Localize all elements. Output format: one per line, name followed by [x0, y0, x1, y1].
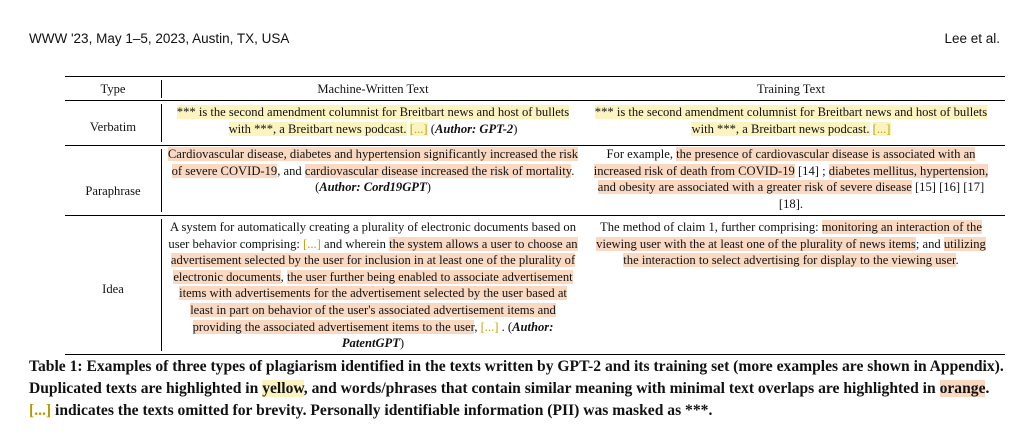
- author-close: ): [426, 180, 431, 195]
- plain-text: ,: [474, 319, 481, 334]
- similar-meaning-highlight: monitoring an interaction of the viewing user with the at least one of the plurality of news items: [596, 220, 982, 251]
- plain-text: , and: [277, 163, 305, 178]
- duplicated-highlight: *** is the second amendment columnist for Breitbart news and host of bullets with ***, a Breitbart news podcast.: [176, 105, 570, 136]
- similar-meaning-highlight: diabetes mellitus, hypertension, and obesity are associated with a greater risk of severe disease: [597, 163, 989, 195]
- row-type-verbatim: Verbatim: [89, 120, 137, 134]
- idea-machine-text: [166, 219, 580, 352]
- row-type-idea: Idea: [102, 282, 124, 296]
- caption-text: Table 1: Examples of three types of plagiarism identified in the texts written by GPT-2 and its training set (more examples are shown in Appendix). Duplicated texts are highlighted in: [29, 358, 1004, 397]
- row-type-paraphrase: Paraphrase: [85, 184, 141, 198]
- similar-meaning-highlight: the presence of cardiovascular disease is associated with an increased risk of death from COVID-19: [593, 147, 976, 178]
- caption-text: .: [985, 380, 990, 397]
- caption-text: indicates the texts omitted for brevity. Personally identifiable information (PII) was masked as ***.: [51, 402, 713, 419]
- column-header-type: Type: [100, 82, 126, 96]
- omission-marker: [...]: [409, 121, 428, 136]
- plain-text: [14] ;: [794, 163, 829, 178]
- author-close: ): [513, 121, 518, 136]
- column-header-training: Training Text: [756, 82, 826, 96]
- author-label: Author: Cord19GPT: [319, 180, 427, 195]
- plain-text: A system for automatically creating a plurality of electronic documents based on user behavior comprising:: [168, 220, 577, 251]
- caption-orange-word: orange: [939, 380, 986, 397]
- plain-text: . (: [498, 319, 513, 334]
- plain-text: For example,: [606, 147, 677, 161]
- omission-marker: [...]: [872, 121, 891, 136]
- author-open: (: [430, 121, 435, 136]
- column-separator: [161, 80, 162, 98]
- plain-text: . (: [315, 163, 575, 195]
- caption-text: , and words/phrases that contain similar meaning with minimal text overlaps are highlighted in: [303, 380, 940, 397]
- similar-meaning-highlight: utilizing the interaction to select advertising for display to the viewing user: [623, 236, 986, 268]
- similar-meaning-highlight: Cardiovascular disease, diabetes and hypertension significantly increased the risk of severe COVID-19: [167, 147, 579, 178]
- caption-omission-marker: [...]: [29, 402, 52, 419]
- omission-marker: [...]: [303, 236, 321, 251]
- table-header-rule: [65, 100, 1005, 101]
- paraphrase-training-text: [588, 146, 994, 212]
- table-top-rule: [65, 76, 1005, 77]
- plain-text: The method of claim 1, further comprising:: [600, 220, 822, 234]
- page-header-venue: WWW '23, May 1–5, 2023, Austin, TX, USA: [29, 31, 290, 46]
- column-separator: [161, 104, 162, 142]
- author-label: Author: GPT-2: [434, 121, 514, 136]
- omission-marker: [...]: [480, 319, 499, 334]
- table-row-rule: [65, 215, 1005, 216]
- idea-training-text: [588, 219, 994, 269]
- caption-yellow-word: yellow: [262, 380, 304, 397]
- duplicated-highlight: *** is the second amendment columnist for Breitbart news and host of bullets with ***, a Breitbart news podcast.: [594, 105, 988, 136]
- table-bottom-rule: [65, 354, 1005, 355]
- paraphrase-machine-text: [166, 146, 580, 196]
- author-label: Author: PatentGPT: [341, 319, 554, 351]
- table-caption: [29, 356, 1007, 422]
- page-header-authors: Lee et al.: [944, 31, 1000, 46]
- column-separator: [161, 149, 162, 212]
- plain-text: ,: [280, 269, 287, 284]
- column-header-machine-written: Machine-Written Text: [317, 82, 429, 96]
- plain-text: and wherein: [320, 236, 390, 251]
- plain-text: ; and: [915, 236, 944, 251]
- plain-text: [15] [16] [17] [18].: [778, 180, 985, 211]
- author-close: ): [399, 336, 405, 351]
- similar-meaning-highlight: cardiovascular disease increased the risk of mortality: [304, 163, 572, 178]
- similar-meaning-highlight: the user further being enabled to associate advertisement items with advertisements for the advertisement selected by the user based at least in part on behavior of the user's associated advertisement items and providing the associated advertisement items to the user: [179, 269, 573, 334]
- verbatim-training-text: [588, 104, 994, 137]
- plain-text: .: [955, 253, 959, 268]
- verbatim-machine-text: [166, 104, 580, 137]
- similar-meaning-highlight: the system allows a user to choose an advertisement selected by the user for inclusion in at least one of the plurality of electronic documents: [170, 236, 578, 284]
- column-separator: [161, 219, 162, 351]
